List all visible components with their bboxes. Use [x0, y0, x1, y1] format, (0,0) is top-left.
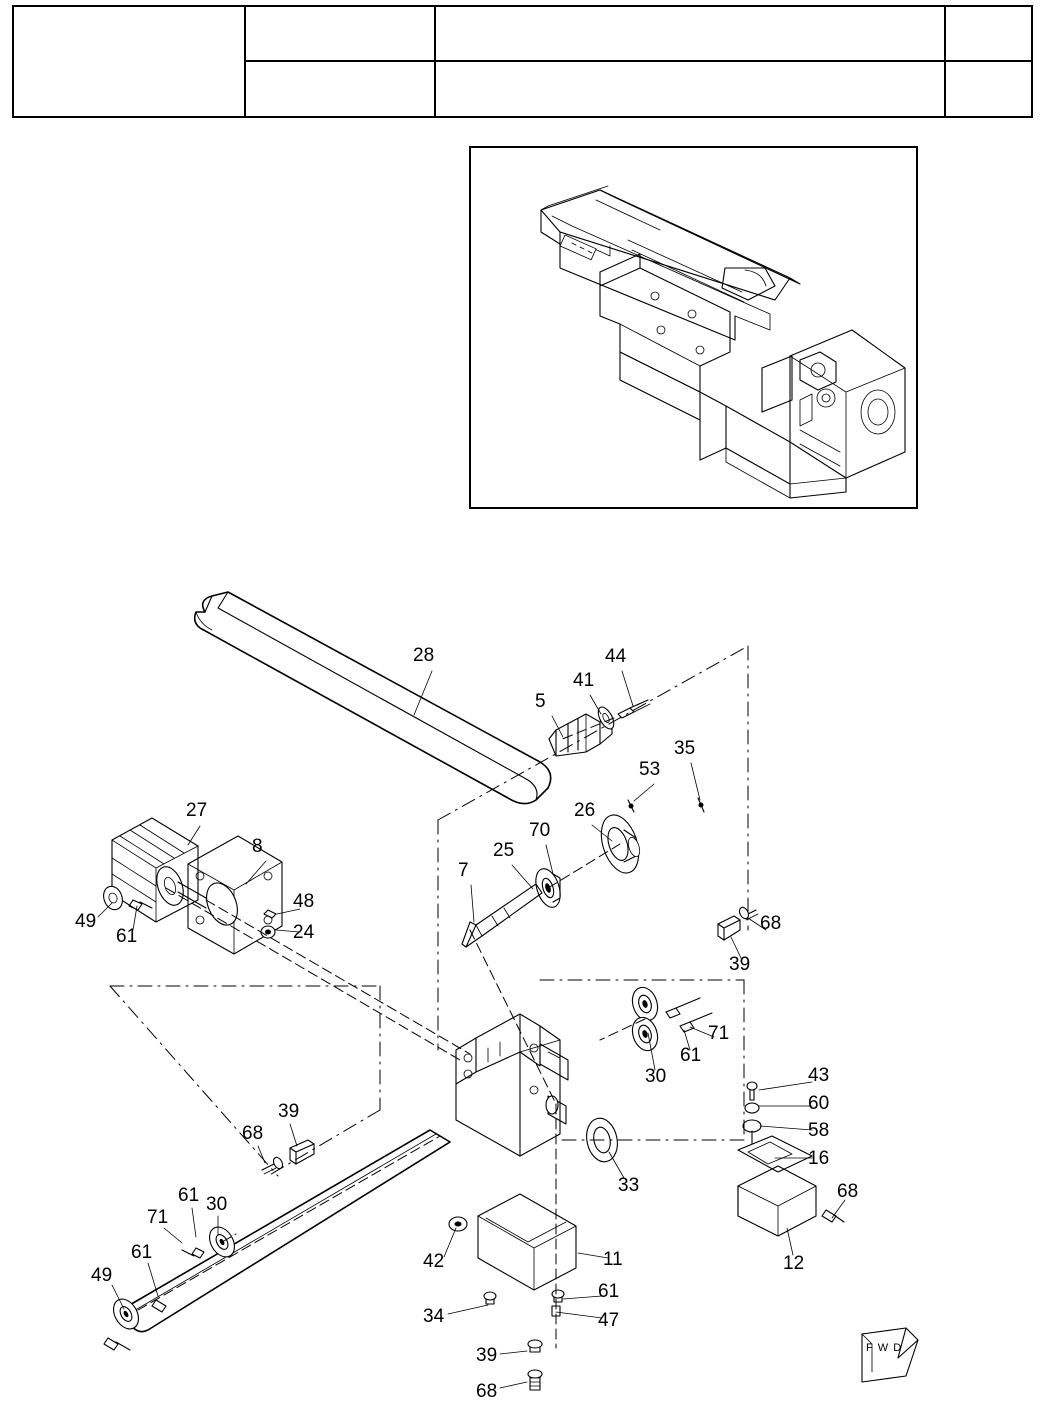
callout-number: 7 [458, 860, 469, 881]
callout-number: 43 [808, 1065, 830, 1086]
callout-number: 44 [605, 646, 627, 667]
callout-number: 58 [808, 1120, 830, 1141]
callout-number: 24 [293, 922, 315, 943]
callout-number: 71 [708, 1023, 730, 1044]
callout-number: 61 [131, 1242, 153, 1263]
callout-number: 11 [603, 1249, 623, 1270]
callout-number: 12 [783, 1253, 805, 1274]
fwd-orientation-marker: F W D [866, 1342, 903, 1354]
callout-number: 53 [639, 759, 661, 780]
callout-number: 33 [618, 1175, 640, 1196]
callout-number: 16 [808, 1148, 830, 1169]
callout-number: 68 [837, 1181, 859, 1202]
callout-number: 25 [493, 840, 515, 861]
callout-number: 41 [573, 670, 595, 691]
callout-number: 42 [423, 1251, 445, 1272]
callout-number: 60 [808, 1093, 830, 1114]
callout-number: 27 [186, 800, 208, 821]
callout-number: 35 [674, 738, 696, 759]
callout-number: 28 [413, 645, 435, 666]
callout-number: 61 [116, 926, 138, 947]
callout-number: 5 [535, 691, 546, 712]
callout-number: 39 [729, 954, 751, 975]
callout-number: 34 [423, 1306, 445, 1327]
callout-number: 47 [598, 1310, 620, 1331]
callout-number: 61 [680, 1045, 702, 1066]
callout-number: 68 [476, 1381, 498, 1402]
callout-number: 70 [529, 820, 551, 841]
callout-number: 39 [278, 1101, 300, 1122]
callout-number: 30 [206, 1194, 228, 1215]
callout-number: 68 [242, 1123, 264, 1144]
callout-number: 39 [476, 1345, 498, 1366]
callout-number: 8 [252, 836, 263, 857]
callout-number: 49 [91, 1265, 113, 1286]
callout-number: 61 [178, 1185, 200, 1206]
callout-number: 68 [760, 913, 782, 934]
callout-number: 26 [574, 800, 596, 821]
callout-number: 71 [147, 1207, 169, 1228]
callout-number: 61 [598, 1281, 620, 1302]
callout-number: 30 [645, 1066, 667, 1087]
callout-number: 48 [293, 891, 315, 912]
callout-number: 49 [75, 911, 97, 932]
